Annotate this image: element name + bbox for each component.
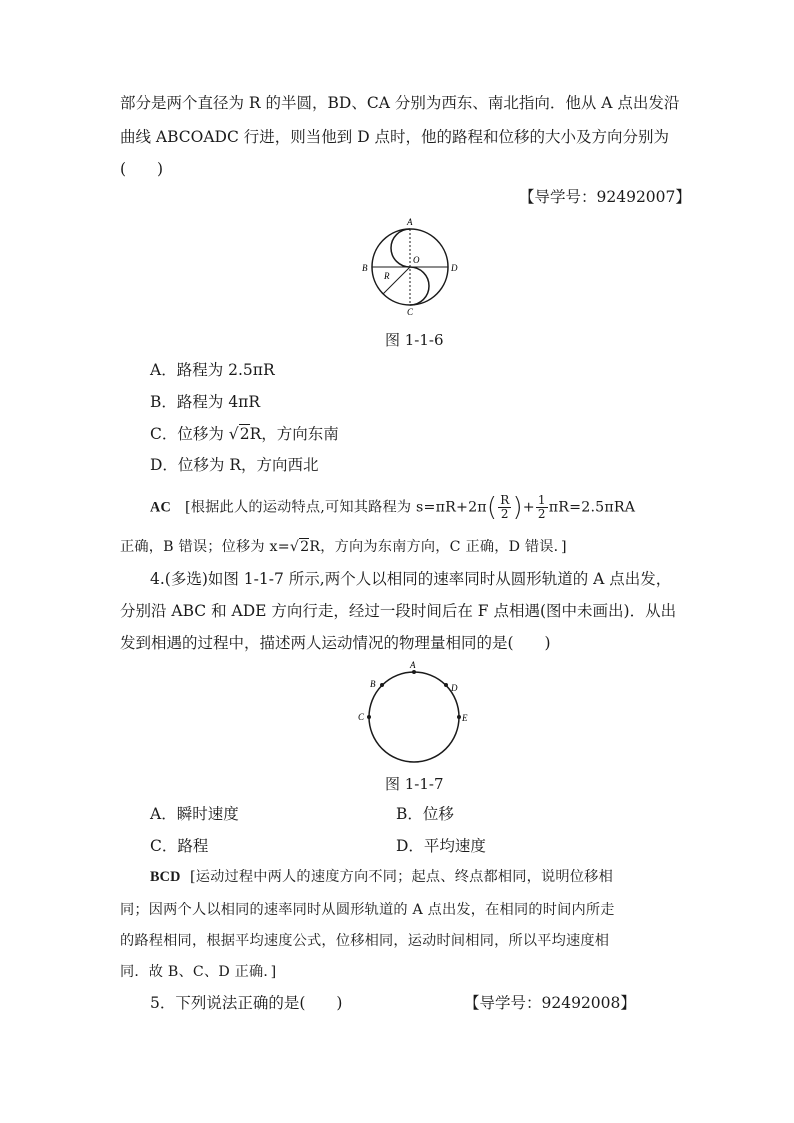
- figure-1-1-6-caption: 图 1-1-6: [385, 331, 444, 349]
- label-d: D: [451, 683, 458, 693]
- label-b: B: [362, 263, 368, 273]
- q3-option-b: B．路程为 4πR: [150, 393, 261, 411]
- q5-guide-number: 【导学号：92492008】: [464, 994, 636, 1012]
- q3-option-c: C．位移为 √2R，方向东南: [150, 425, 339, 443]
- fraction-r-over-2: $\frac{R}{2}$: [500, 493, 510, 521]
- q3-answer: AC: [150, 499, 171, 516]
- label-e: E: [462, 713, 468, 723]
- upper-semicircle: [391, 229, 410, 267]
- q4-solution-line4: 同．故 B、C、D 正确．]: [120, 964, 277, 980]
- label-c: C: [358, 712, 365, 722]
- q3-stem-line1: 部分是两个直径为 R 的半圆，BD、CA 分别为西东、南北指向．他从 A 点出发沿: [120, 94, 680, 112]
- q3-stem-line3: ( ): [120, 160, 164, 178]
- q4-solution-line2: 同；因两个人以相同的速率同时从圆形轨道的 A 点出发，在相同的时间内所走: [120, 902, 615, 918]
- q4-option-b: B．位移: [396, 805, 454, 823]
- label-c: C: [407, 307, 414, 317]
- label-r: R: [384, 271, 390, 281]
- label-d: D: [451, 263, 458, 273]
- fraction-one-half: $\frac{1}{2}$: [537, 493, 546, 521]
- q4-option-d: D．平均速度: [396, 837, 486, 855]
- point-d: [444, 683, 448, 687]
- label-b: B: [370, 679, 376, 689]
- q4-stem-line3: 发到相遇的过程中，描述两人运动情况的物理量相同的是( ): [120, 634, 551, 652]
- label-o: O: [413, 255, 420, 265]
- q5-stem: 5．下列说法正确的是( ): [150, 994, 343, 1012]
- q4-answer: BCD: [150, 869, 181, 885]
- figure-1-1-7: [352, 660, 472, 765]
- q4-option-c: C．路程: [150, 837, 209, 855]
- figure-1-1-7-caption: 图 1-1-7: [385, 775, 444, 793]
- q4-solution-line3: 的路程相同，根据平均速度公式，位移相同，运动时间相同，所以平均速度相: [120, 933, 610, 949]
- q3-solution-line1: AC [根据此人的运动特点,可知其路程为 s=πR+2π( $\frac{R}{2}$ )+ $\frac{1}{2}$ πR=2.5πRA: [150, 492, 636, 523]
- q3-option-a: A．路程为 2.5πR: [150, 361, 275, 379]
- lower-semicircle: [410, 267, 429, 305]
- q3-solution-line2: 正确，B 错误；位移为 x=√2R，方向为东南方向，C 正确，D 错误．]: [120, 539, 567, 555]
- figure-1-1-6: [358, 215, 468, 320]
- point-a: [412, 670, 416, 674]
- q4-stem-line2: 分别沿 ABC 和 ADE 方向行走，经过一段时间后在 F 点相遇(图中未画出)．从出: [120, 602, 677, 620]
- sqrt-radicand: 2: [239, 425, 250, 443]
- q3-guide-number: 【导学号：92492007】: [519, 188, 691, 206]
- q4-option-a: A．瞬时速度: [150, 805, 239, 823]
- q4-stem-line1: 4.(多选)如图 1-1-7 所示,两个人以相同的速率同时从圆形轨道的 A 点出发，: [150, 570, 672, 588]
- point-e: [457, 715, 461, 719]
- point-b: [380, 683, 384, 687]
- label-a: A: [407, 217, 413, 227]
- q4-solution-line1: BCD [运动过程中两人的速度方向不同；起点、终点都相同，说明位移相: [150, 869, 613, 885]
- label-a: A: [410, 660, 416, 670]
- q3-option-d: D．位移为 R，方向西北: [150, 456, 319, 474]
- point-c: [367, 715, 371, 719]
- q3-stem-line2: 曲线 ABCOADC 行进，则当他到 D 点时，他的路程和位移的大小及方向分别为: [120, 128, 670, 146]
